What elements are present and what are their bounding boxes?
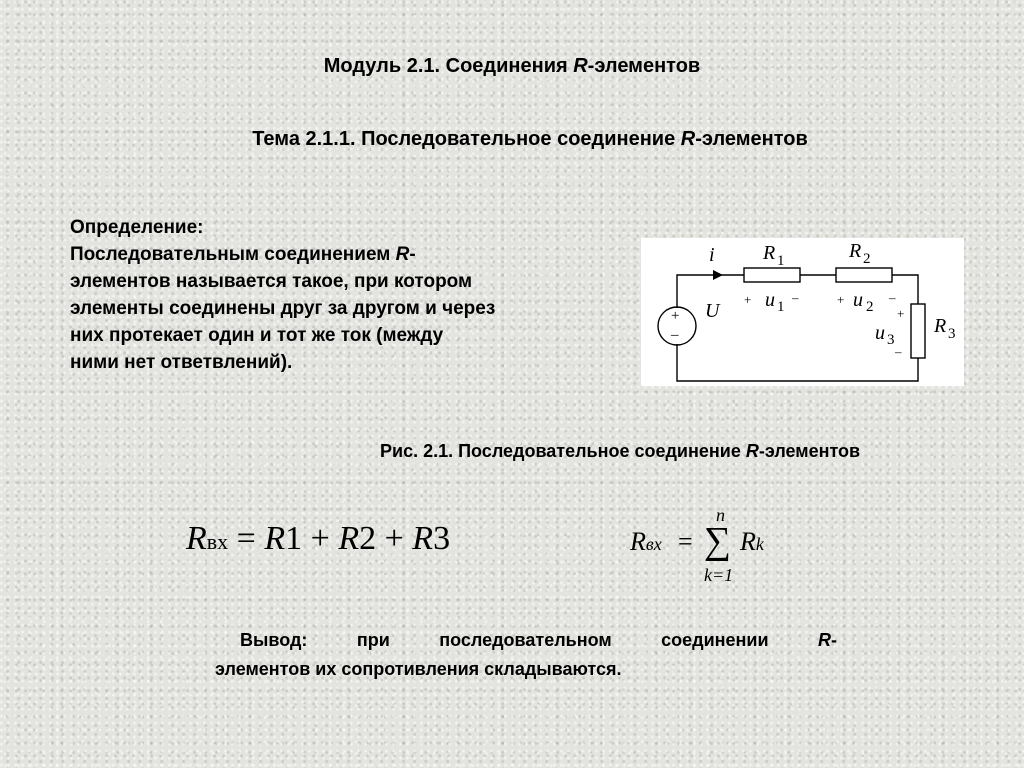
u1-sub: 1 [777,299,785,315]
conclusion-line-1: Вывод: при последовательном соединении R- [240,630,837,650]
r2-label: R [849,240,862,262]
definition-line-3: элементы соединены друг за другом и через [70,298,496,319]
u3-label: u [875,322,885,344]
definition-line-2: элементов называется такое, при котором [70,271,473,292]
u2-minus: – [889,290,896,305]
formula-sum-three: Rвх = R1 + R2 + R3 [186,520,451,557]
u2-plus: + [837,292,845,307]
current-arrow-icon [713,270,723,280]
source-plus: + [671,308,680,324]
sigma-icon: ∑ [704,520,732,562]
source-label: U [705,300,720,322]
definition-line-1: Последовательным соединением R- [70,244,416,265]
resistor-r1 [744,268,800,282]
wire-bottom [677,344,918,381]
resistor-r2 [836,268,892,282]
u1-minus: – [792,290,799,305]
topic-title: Тема 2.1.1. Последовательное соединение R-элементов [252,128,808,150]
u2-label: u [853,289,863,311]
r1-sub: 1 [777,253,785,269]
sum-upper-limit: n [716,505,725,525]
conclusion-line-2: элементов их сопротивления складываются. [215,659,622,679]
figure-caption: Рис. 2.1. Последовательное соединение R-элементов [380,441,861,461]
formula-sum-general [630,505,790,595]
formula2-eq: = [678,527,693,556]
r2-sub: 2 [863,251,871,267]
u3-plus: + [897,306,905,321]
conclusion-text [215,626,837,684]
r3-label: R [934,315,947,337]
formula2-lhs: Rвх [630,527,662,556]
module-title: Модуль 2.1. Соединения R-элементов [323,55,701,77]
wire-r2-r3 [892,275,918,304]
u1-plus: + [744,292,752,307]
source-minus: – [671,327,679,343]
u3-minus: – [895,344,902,359]
current-label: i [709,244,715,266]
r3-sub: 3 [948,326,956,342]
formula2-rhs: Rk [740,527,764,556]
sum-lower-limit: k=1 [704,565,734,585]
definition-text [70,214,590,376]
circuit-svg [641,238,964,386]
circuit-diagram [641,238,964,386]
definition-line-5: ними нет ответвлений). [70,352,293,373]
u2-sub: 2 [866,299,874,315]
u1-label: u [765,289,775,311]
r1-label: R [763,242,776,264]
resistor-r3 [911,304,925,358]
definition-line-4: них протекает один и тот же ток (между [70,325,444,346]
u3-sub: 3 [887,332,895,348]
definition-heading: Определение: [70,217,204,238]
